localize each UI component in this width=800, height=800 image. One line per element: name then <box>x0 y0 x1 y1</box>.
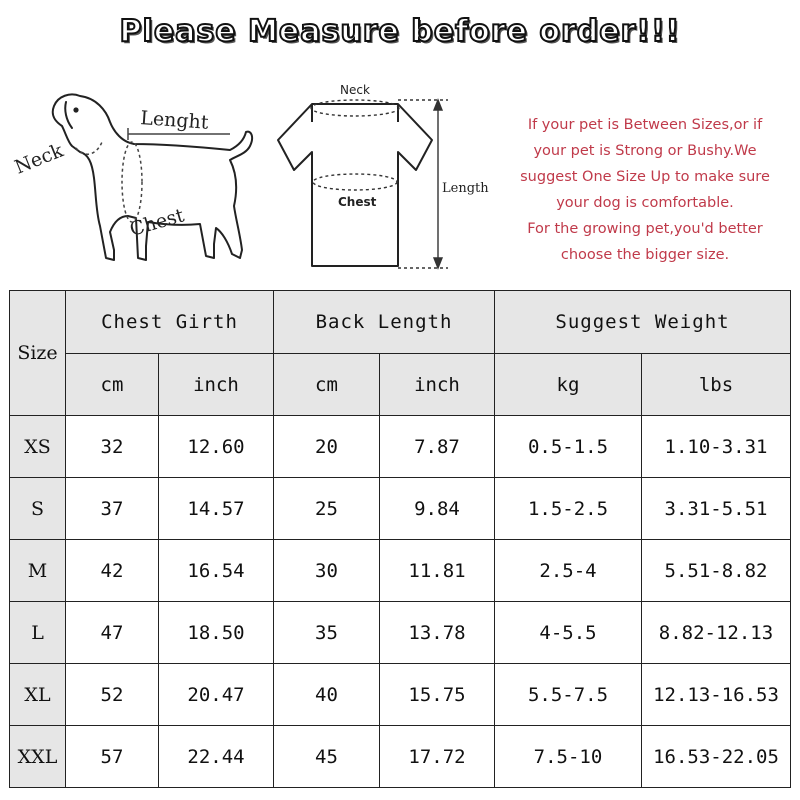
table-cell: 1.5-2.5 <box>495 478 642 540</box>
table-cell: 52 <box>66 664 159 726</box>
table-row <box>10 602 791 664</box>
table-cell: 30 <box>274 540 380 602</box>
table-cell: 17.72 <box>380 726 495 788</box>
table-cell: 13.78 <box>380 602 495 664</box>
table-cell: 20 <box>274 416 380 478</box>
table-cell: 7.5-10 <box>495 726 642 788</box>
table-row <box>10 416 791 478</box>
table-row <box>10 726 791 788</box>
table-cell: 0.5-1.5 <box>495 416 642 478</box>
table-cell: 1.10-3.31 <box>642 416 791 478</box>
shirt-measure-diagram <box>272 82 492 277</box>
size-cell: XS <box>10 416 66 478</box>
shirt-neck-label: Neck <box>340 83 370 97</box>
page-title: Please Measure before order!!! <box>119 14 681 49</box>
table-cell: 3.31-5.51 <box>642 478 791 540</box>
size-cell: L <box>10 602 66 664</box>
table-cell: 12.13-16.53 <box>642 664 791 726</box>
suggest-weight-header: Suggest Weight <box>495 291 791 354</box>
unit-header: cm <box>274 354 380 416</box>
back-length-header: Back Length <box>274 291 495 354</box>
unit-header: kg <box>495 354 642 416</box>
table-cell: 4-5.5 <box>495 602 642 664</box>
table-cell: 11.81 <box>380 540 495 602</box>
table-cell: 32 <box>66 416 159 478</box>
size-column-header: Size <box>10 291 66 416</box>
note-line: your pet is Strong or Bushy.We <box>533 143 757 159</box>
table-cell: 25 <box>274 478 380 540</box>
sizing-note <box>500 112 790 268</box>
dog-chest-label: Chest <box>127 204 187 241</box>
size-cell: S <box>10 478 66 540</box>
table-cell: 22.44 <box>159 726 274 788</box>
size-chart-table <box>9 290 791 788</box>
table-cell: 5.5-7.5 <box>495 664 642 726</box>
table-cell: 42 <box>66 540 159 602</box>
shirt-chest-label: Chest <box>338 195 377 209</box>
shirt-outline <box>278 104 432 266</box>
table-cell: 12.60 <box>159 416 274 478</box>
unit-header: lbs <box>642 354 791 416</box>
table-cell: 7.87 <box>380 416 495 478</box>
table-row <box>10 540 791 602</box>
table-cell: 16.54 <box>159 540 274 602</box>
note-line: For the growing pet,you'd better <box>527 221 763 237</box>
table-cell: 57 <box>66 726 159 788</box>
table-cell: 20.47 <box>159 664 274 726</box>
table-cell: 14.57 <box>159 478 274 540</box>
chest-girth-header: Chest Girth <box>66 291 274 354</box>
size-cell: M <box>10 540 66 602</box>
note-line: suggest One Size Up to make sure <box>520 169 770 185</box>
dog-neck-label: Neck <box>11 139 67 179</box>
table-cell: 45 <box>274 726 380 788</box>
unit-header: inch <box>380 354 495 416</box>
dog-length-label: Lenght <box>139 107 210 134</box>
note-line: choose the bigger size. <box>560 247 730 263</box>
table-cell: 40 <box>274 664 380 726</box>
measure-lines <box>76 128 230 222</box>
unit-header: cm <box>66 354 159 416</box>
size-cell: XXL <box>10 726 66 788</box>
table-cell: 5.51-8.82 <box>642 540 791 602</box>
table-cell: 2.5-4 <box>495 540 642 602</box>
size-cell: XL <box>10 664 66 726</box>
table-cell: 8.82-12.13 <box>642 602 791 664</box>
shirt-measure-lines <box>311 100 448 268</box>
table-cell: 16.53-22.05 <box>642 726 791 788</box>
shirt-length-label: Length <box>442 181 489 196</box>
table-cell: 18.50 <box>159 602 274 664</box>
dog-measure-diagram <box>10 82 275 282</box>
table-cell: 35 <box>274 602 380 664</box>
table-cell: 37 <box>66 478 159 540</box>
note-line: If your pet is Between Sizes,or if <box>527 117 763 133</box>
note-line: your dog is comfortable. <box>556 195 734 211</box>
table-row <box>10 664 791 726</box>
unit-header: inch <box>159 354 274 416</box>
table-row <box>10 478 791 540</box>
table-cell: 9.84 <box>380 478 495 540</box>
table-cell: 47 <box>66 602 159 664</box>
table-cell: 15.75 <box>380 664 495 726</box>
